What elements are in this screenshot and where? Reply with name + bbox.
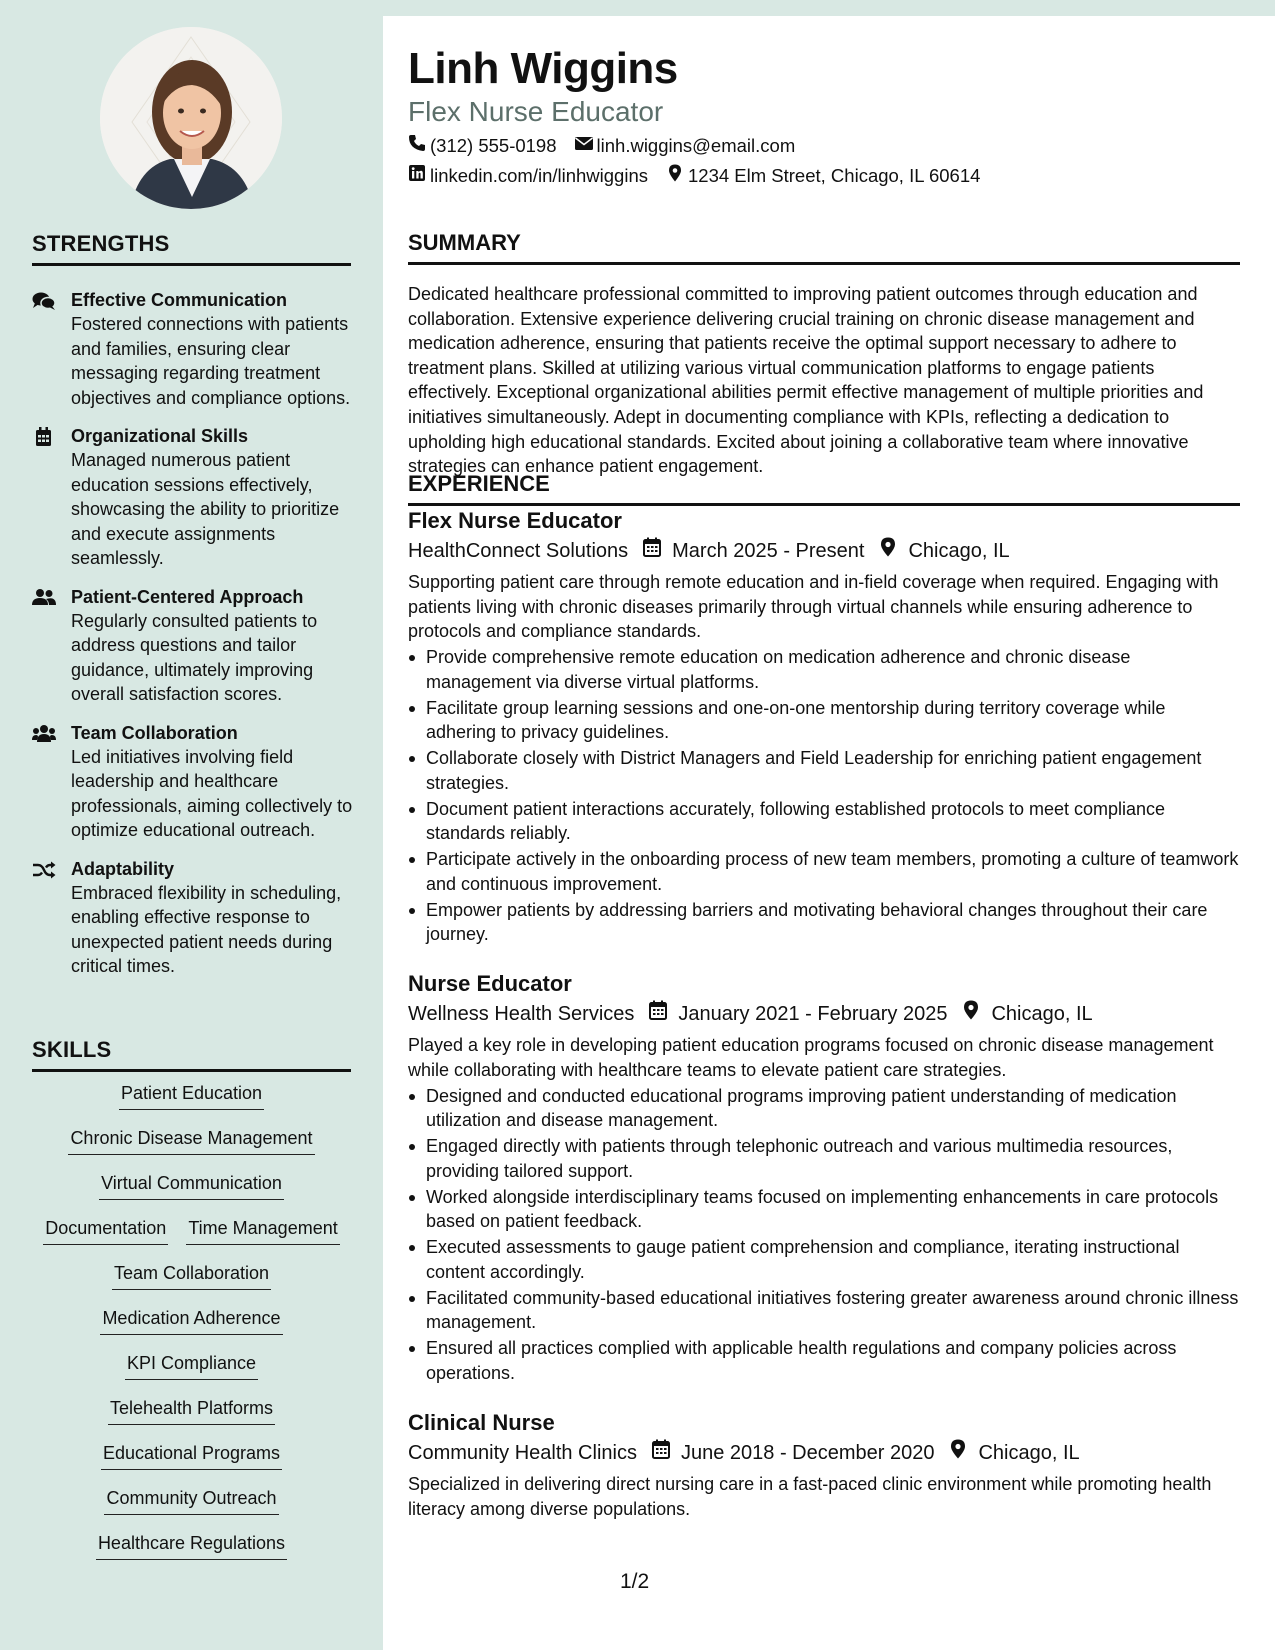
skill-tag: Medication Adherence <box>100 1305 282 1335</box>
summary-text: Dedicated healthcare professional committed to improving patient outcomes through education and collaboration. Extensive experience delivering crucial training on chronic disease management and medication adherence, ensuring that patients receive the optimal support necessary to adhere to treatment plans. Skilled at utilizing various virtual communication platforms to engage patients effectively. Exceptional organizational abilities permit effective management of multiple priorities and initiatives simultaneously. Adept in documenting compliance with KPIs, reflecting a dedication to upholding high educational standards. Excited about joining a collaborative team where innovative strategies can enhance patient engagement. <box>408 284 1204 477</box>
strength-title: Team Collaboration <box>71 722 238 743</box>
skill-tag: Time Management <box>186 1215 339 1245</box>
skills-list <box>32 1080 351 1575</box>
bullet-item: Participate actively in the onboarding process of new team members, promoting a culture of teamwork and continuous improvement. <box>408 847 1240 896</box>
skills-heading: SKILLS <box>32 1037 351 1072</box>
strengths-list <box>32 288 362 993</box>
shuffle-icon <box>32 860 56 880</box>
user-friends-icon <box>32 588 56 608</box>
strength-desc: Led initiatives involving field leadership and healthcare professionals, aiming collectively to optimize educational outreach. <box>71 746 353 840</box>
bullet-item: Collaborate closely with District Managers and Field Leadership for enriching patient engagement strategies. <box>408 746 1240 795</box>
company-name: Community Health Clinics <box>408 1442 637 1464</box>
job-description: Played a key role in developing patient education programs focused on chronic disease management while collaborating with healthcare teams to elevate patient care strategies. <box>408 1035 1214 1080</box>
location-icon <box>948 1438 978 1468</box>
job-dates: January 2021 - February 2025 <box>678 1003 948 1025</box>
candidate-role: Flex Nurse Educator <box>408 96 664 127</box>
company-name: HealthConnect Solutions <box>408 540 629 562</box>
skill-tag: Patient Education <box>119 1080 264 1110</box>
skill-tag: Chronic Disease Management <box>68 1125 314 1155</box>
strength-item <box>32 288 362 410</box>
contact-row-2 <box>408 164 980 187</box>
job-meta <box>408 999 1240 1029</box>
skill-tag: Educational Programs <box>101 1440 282 1470</box>
job-entry <box>408 506 1240 947</box>
comments-icon <box>32 291 56 311</box>
email-link[interactable]: linh.wiggins@email.com <box>596 134 796 156</box>
job-location: Chicago, IL <box>991 1003 1093 1025</box>
calendar-icon <box>642 536 672 566</box>
company-name: Wellness Health Services <box>408 1003 635 1025</box>
location-icon <box>961 999 991 1029</box>
strength-desc: Embraced flexibility in scheduling, enabling effective response to unexpected patient needs during critical times. <box>71 882 342 976</box>
strength-desc: Regularly consulted patients to address questions and tailor guidance, ultimately improving overall satisfaction scores. <box>71 610 318 704</box>
main-content <box>383 16 1275 1650</box>
job-meta <box>408 536 1240 566</box>
job-meta <box>408 1438 1240 1468</box>
candidate-name: Linh Wiggins <box>408 44 678 93</box>
job-title: Nurse Educator <box>408 971 572 996</box>
experience-heading: EXPERIENCE <box>408 471 1240 506</box>
phone-icon <box>408 134 426 157</box>
bullet-item: Facilitated community-based educational initiatives fostering greater awareness around chronic illness management. <box>408 1286 1240 1335</box>
users-icon <box>32 724 56 744</box>
phone-number[interactable]: (312) 555-0198 <box>430 134 557 156</box>
linkedin-icon <box>408 164 426 187</box>
strength-title: Organizational Skills <box>71 426 249 446</box>
job-bullets <box>408 1084 1240 1386</box>
linkedin-link[interactable]: linkedin.com/in/linhwiggins <box>430 164 648 186</box>
envelope-icon <box>575 134 593 157</box>
location-icon <box>666 164 684 187</box>
profile-photo <box>100 27 282 209</box>
skill-tag: KPI Compliance <box>125 1350 258 1380</box>
location-icon <box>878 536 908 566</box>
strength-item <box>32 857 362 979</box>
job-location: Chicago, IL <box>908 540 1010 562</box>
strength-desc: Fostered connections with patients and families, ensuring clear messaging regarding treatment objectives and compliance options. <box>71 314 351 408</box>
skill-tag: Telehealth Platforms <box>108 1395 275 1425</box>
bullet-item: Worked alongside interdisciplinary teams focused on implementing enhancements in care protocols based on patient feedback. <box>408 1185 1240 1234</box>
skill-tag: Community Outreach <box>104 1485 278 1515</box>
calendar-icon <box>32 427 56 447</box>
contact-row-1 <box>408 134 795 157</box>
skill-tag: Team Collaboration <box>112 1260 271 1290</box>
strength-item <box>32 585 362 707</box>
job-location: Chicago, IL <box>978 1442 1080 1464</box>
page-number: 1/2 <box>620 1570 650 1593</box>
bullet-item: Ensured all practices complied with applicable health regulations and company policies across operations. <box>408 1336 1240 1385</box>
job-description: Specialized in delivering direct nursing care in a fast-paced clinic environment while promoting health literacy among diverse populations. <box>408 1474 1212 1519</box>
strength-title: Effective Communication <box>71 290 288 310</box>
job-title: Flex Nurse Educator <box>408 508 622 533</box>
calendar-icon <box>648 999 678 1029</box>
bullet-item: Empower patients by addressing barriers and motivating behavioral changes throughout their care journey. <box>408 898 1240 947</box>
strengths-heading: STRENGTHS <box>32 231 351 266</box>
job-entry <box>408 969 1240 1385</box>
summary-heading: SUMMARY <box>408 230 1240 265</box>
strength-desc: Managed numerous patient education sessions effectively, showcasing the ability to prioritize and execute assignments seamlessly. <box>71 450 340 568</box>
skill-tag: Documentation <box>43 1215 168 1245</box>
job-dates: March 2025 - Present <box>672 540 865 562</box>
bullet-item: Facilitate group learning sessions and one-on-one mentorship during territory coverage while adhering to privacy guidelines. <box>408 696 1240 745</box>
skill-tag: Virtual Communication <box>99 1170 284 1200</box>
calendar-icon <box>651 1438 681 1468</box>
strength-item <box>32 424 362 571</box>
job-description: Supporting patient care through remote education and in-field coverage when required. Engaging with patients living with chronic diseases primarily through virtual channels while ensuring adherence to protocols and compliance standards. <box>408 572 1219 641</box>
strength-title: Patient-Centered Approach <box>71 586 304 607</box>
bullet-item: Engaged directly with patients through telephonic outreach and various multimedia resources, providing tailored support. <box>408 1134 1240 1183</box>
job-bullets <box>408 645 1240 947</box>
bullet-item: Designed and conducted educational programs improving patient understanding of medication utilization and disease management. <box>408 1084 1240 1133</box>
address-text: 1234 Elm Street, Chicago, IL 60614 <box>688 164 981 186</box>
job-title: Clinical Nurse <box>408 1410 555 1435</box>
strength-title: Adaptability <box>71 858 175 879</box>
skill-tag: Healthcare Regulations <box>96 1530 287 1560</box>
job-dates: June 2018 - December 2020 <box>680 1442 935 1464</box>
bullet-item: Document patient interactions accurately, following established protocols to meet compliance standards reliably. <box>408 797 1240 846</box>
strength-item <box>32 721 362 843</box>
bullet-item: Provide comprehensive remote education on medication adherence and chronic disease management via diverse virtual platforms. <box>408 645 1240 694</box>
job-entry <box>408 1408 1240 1521</box>
bullet-item: Executed assessments to gauge patient comprehension and compliance, iterating instructional content accordingly. <box>408 1235 1240 1284</box>
